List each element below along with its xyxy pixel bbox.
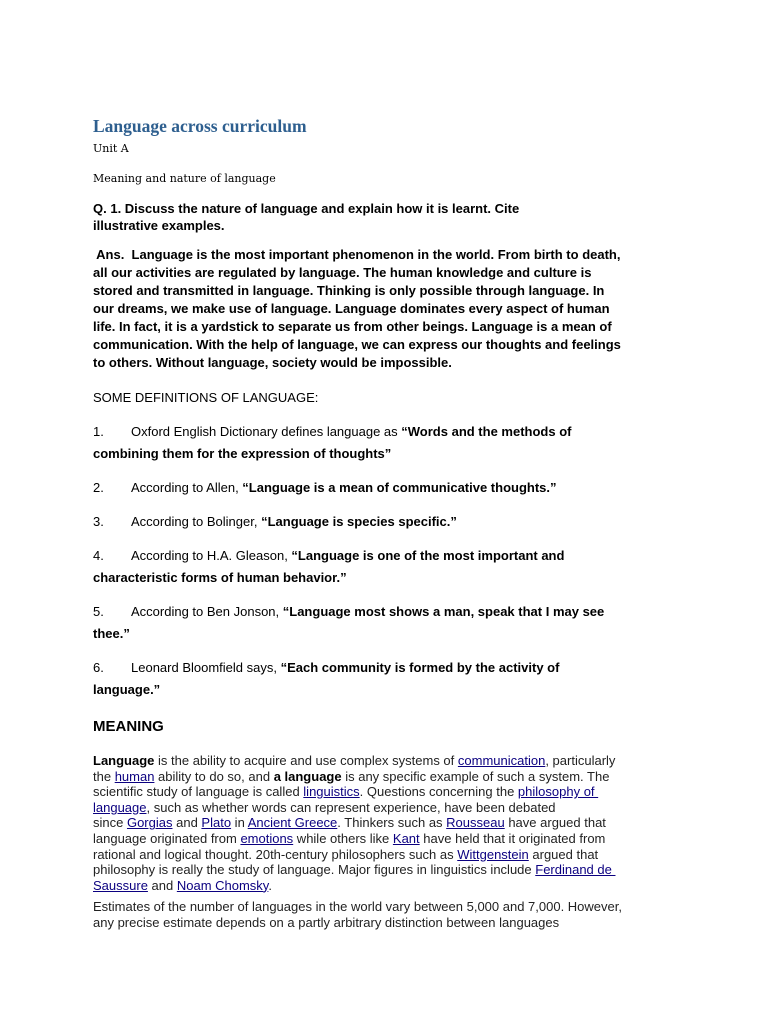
text-run: , such as whether words can represent experience, have been debated <box>146 799 556 815</box>
text-run: . Thinkers such as <box>337 815 447 831</box>
link-plato[interactable]: Plato <box>201 815 232 831</box>
link-human[interactable]: human <box>114 768 155 784</box>
text-run: , particularly <box>545 753 616 768</box>
answer-line: life. In fact, it is a yardstick to separate us from other beings. Language is a mean of <box>93 319 612 334</box>
definition-quote: “Words and the methods of <box>401 424 572 439</box>
question-line: illustrative examples. <box>93 218 225 233</box>
answer-line: all our activities are regulated by language. The human knowledge and culture is <box>93 265 592 280</box>
text-run: in <box>231 815 248 831</box>
text-run: scientific study of language is called <box>93 784 304 800</box>
definition-number: 3. <box>93 514 104 529</box>
link-gorgias[interactable]: Gorgias <box>126 815 173 831</box>
text-run: language originated from <box>93 830 241 846</box>
link-ferdinand-de-saussure[interactable]: Saussure <box>93 877 148 893</box>
section-subtitle: Meaning and nature of language <box>93 172 276 185</box>
definition-number: 2. <box>93 480 104 495</box>
text-run: ability to do so, and <box>154 768 274 784</box>
link-philosophy-of-language[interactable]: philosophy of <box>517 784 599 800</box>
text-run: is the ability to acquire and use complex systems of <box>154 753 458 768</box>
answer-paragraph <box>93 246 683 372</box>
text-run: . <box>268 877 272 893</box>
definition-item <box>93 601 673 645</box>
definition-quote: “Language most shows a man, speak that I may see <box>282 604 605 619</box>
estimates-paragraph <box>93 899 683 930</box>
definition-item <box>93 657 673 701</box>
bold-term: Language <box>93 753 155 768</box>
definition-item <box>93 477 673 499</box>
text-run: since <box>93 815 127 831</box>
definition-quote-cont: thee.” <box>93 626 130 641</box>
definition-quote-cont: characteristic forms of human behavior.” <box>93 570 347 585</box>
text-run: . Questions concerning the <box>359 784 518 800</box>
definition-number: 1. <box>93 424 104 439</box>
link-linguistics[interactable]: linguistics <box>303 784 360 800</box>
document-title: Language across curriculum <box>93 116 307 136</box>
link-communication[interactable]: communication <box>457 753 546 768</box>
definition-text: According to Ben Jonson, <box>131 604 283 619</box>
definition-item <box>93 421 673 465</box>
text-run: and <box>172 815 202 831</box>
text-run: while others like <box>293 830 393 846</box>
text-run: is any specific example of such a system. The <box>341 768 610 784</box>
definition-quote: “Language is species specific.” <box>261 514 457 529</box>
link-philosophy-of-language[interactable]: language <box>93 799 147 815</box>
answer-line: our dreams, we make use of language. Language dominates every aspect of human <box>93 301 610 316</box>
definition-number: 4. <box>93 548 104 563</box>
answer-line: stored and transmitted in language. Thinking is only possible through language. In <box>93 283 605 298</box>
link-rousseau[interactable]: Rousseau <box>446 815 505 831</box>
definition-item <box>93 545 673 589</box>
definition-text: According to H.A. Gleason, <box>131 548 292 563</box>
definition-item <box>93 511 673 533</box>
definition-text: According to Allen, <box>131 480 243 495</box>
link-kant[interactable]: Kant <box>392 830 420 846</box>
answer-line: Ans. Language is the most important phenomenon in the world. From birth to death, <box>93 247 621 262</box>
question <box>93 200 613 234</box>
text-run: the <box>93 768 115 784</box>
unit-label: Unit A <box>93 142 129 155</box>
estimates-line: Estimates of the number of languages in the world vary between 5,000 and 7,000. However, <box>93 899 622 914</box>
text-run: have argued that <box>504 815 606 831</box>
definition-text: Leonard Bloomfield says, <box>131 660 281 675</box>
definition-text: According to Bolinger, <box>131 514 262 529</box>
text-run: rational and logical thought. 20th-century philosophers such as <box>93 846 458 862</box>
definition-quote: “Language is a mean of communicative thoughts.” <box>242 480 557 495</box>
text-run: have held that it originated from <box>419 830 606 846</box>
definition-quote: “Language is one of the most important and <box>291 548 565 563</box>
definition-number: 6. <box>93 660 104 675</box>
text-run: argued that <box>528 846 599 862</box>
bold-term: a language <box>273 768 342 784</box>
definition-quote-cont: language.” <box>93 682 161 697</box>
definition-quote: “Each community is formed by the activity of <box>280 660 560 675</box>
link-ferdinand-de-saussure[interactable]: Ferdinand de <box>535 862 616 878</box>
definition-text: Oxford English Dictionary defines language as <box>131 424 402 439</box>
answer-line: to others. Without language, society would be impossible. <box>93 355 452 370</box>
link-emotions[interactable]: emotions <box>240 830 294 846</box>
meaning-heading: MEANING <box>93 718 164 735</box>
meaning-paragraph <box>93 753 683 893</box>
estimates-line: any precise estimate depends on a partly arbitrary distinction between languages <box>93 914 560 930</box>
question-line: Q. 1. Discuss the nature of language and explain how it is learnt. Cite <box>93 201 520 216</box>
definition-quote-cont: combining them for the expression of thoughts” <box>93 446 392 461</box>
answer-line: communication. With the help of language, we can express our thoughts and feelings <box>93 337 621 352</box>
link-ancient-greece[interactable]: Ancient Greece <box>247 815 338 831</box>
link-noam-chomsky[interactable]: Noam Chomsky <box>176 877 269 893</box>
text-run: philosophy is really the study of language. Major figures in linguistics include <box>93 862 536 878</box>
link-wittgenstein[interactable]: Wittgenstein <box>457 846 529 862</box>
definitions-heading: SOME DEFINITIONS OF LANGUAGE: <box>93 390 319 405</box>
text-run: and <box>147 877 177 893</box>
definition-number: 5. <box>93 604 104 619</box>
